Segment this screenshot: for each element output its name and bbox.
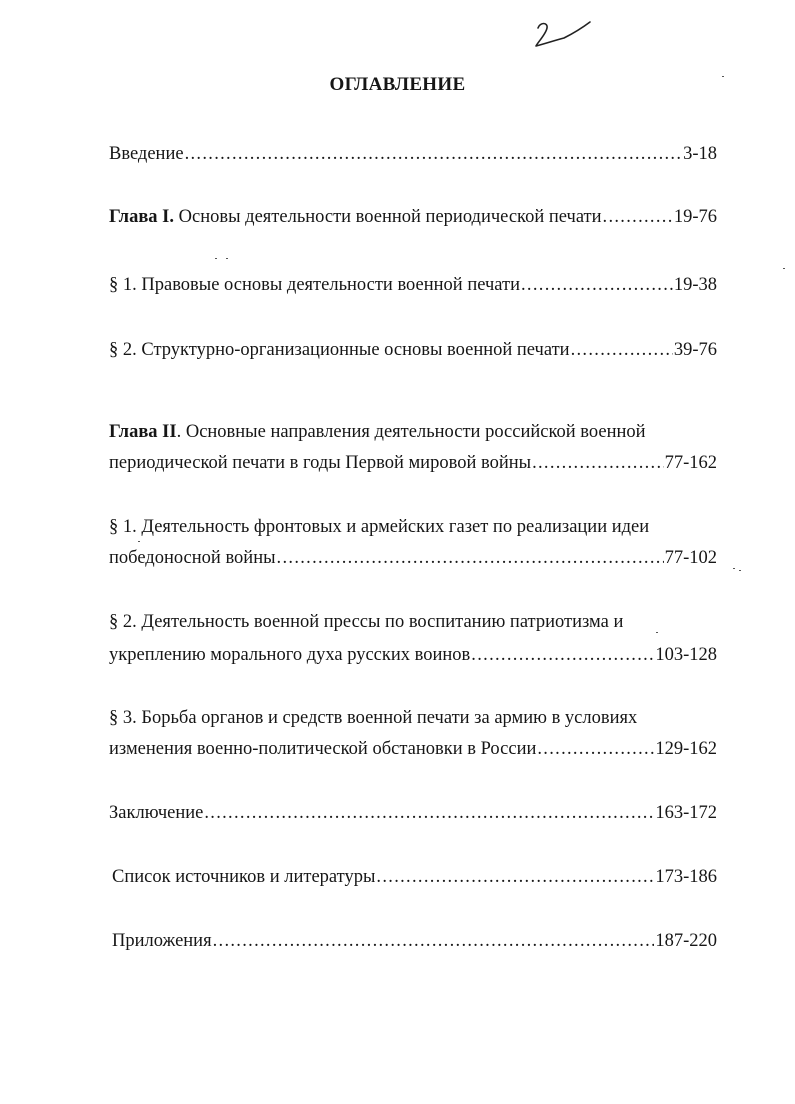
toc-entry-label-line1: § 2. Деятельность военной прессы по воспитанию патриотизма и — [109, 612, 624, 632]
toc-entry-label: § 1. Правовые основы деятельности военной печати — [109, 275, 520, 295]
toc-entry-ch1-section-2 — [109, 339, 717, 361]
toc-entry-pages: 77-162 — [664, 453, 717, 473]
toc-entry-ch2-section-1 — [109, 547, 717, 569]
scan-speck — [739, 570, 741, 571]
toc-entry-introduction — [109, 143, 717, 165]
toc-entry-label-line1: § 1. Деятельность фронтовых и армейских газет по реализации идеи — [109, 517, 650, 537]
toc-entry-chapter-2-line1 — [109, 421, 717, 443]
toc-entry-ch2-section-3 — [109, 738, 717, 760]
toc-entry-conclusion — [109, 802, 717, 824]
dot-leader — [277, 547, 664, 569]
scan-speck — [656, 632, 658, 633]
toc-entry-pages: 77-102 — [664, 548, 717, 568]
toc-entry-label: § 2. Структурно-организационные основы военной печати — [109, 340, 570, 360]
toc-entry-label: Введение — [109, 144, 184, 164]
toc-entry-label: Приложения — [112, 931, 212, 951]
toc-entry-pages: 103-128 — [655, 645, 717, 665]
toc-entry-label: Заключение — [109, 803, 204, 823]
toc-entry-label-line1: § 3. Борьба органов и средств военной печати за армию в условиях — [109, 708, 638, 728]
toc-entry-ch2-section-2 — [109, 644, 717, 666]
scan-speck — [733, 568, 735, 569]
toc-entry-chapter-1 — [109, 206, 717, 228]
toc-entry-ch2-section-1-line1 — [109, 516, 717, 538]
dot-leader — [603, 206, 673, 228]
toc-entry-label: Основы деятельности военной периодической печати — [174, 207, 602, 227]
dot-leader — [213, 930, 655, 952]
toc-entry-pages: 19-76 — [673, 207, 717, 227]
dot-leader — [471, 644, 654, 666]
scan-speck — [722, 76, 724, 77]
chapter-prefix: Глава I. — [109, 207, 175, 227]
toc-entry-label: победоносной войны — [109, 548, 276, 568]
dot-leader — [571, 339, 673, 361]
toc-entry-label-line1: . Основные направления деятельности российской военной — [176, 422, 646, 442]
toc-entry-label-wrap — [109, 206, 602, 228]
handwritten-page-mark — [528, 14, 598, 52]
toc-entry-bibliography — [112, 866, 717, 888]
toc-entry-ch2-section-2-line1 — [109, 611, 717, 633]
dot-leader — [204, 802, 654, 824]
page-title: ОГЛАВЛЕНИЕ — [329, 74, 466, 95]
chapter-prefix: Глава II — [109, 422, 177, 442]
scan-speck — [226, 258, 228, 259]
dot-leader — [376, 866, 654, 888]
toc-entry-appendices — [112, 930, 717, 952]
dot-leader — [521, 274, 673, 296]
scan-speck — [783, 268, 785, 269]
toc-entry-pages: 19-38 — [673, 275, 717, 295]
toc-entry-label: изменения военно-политической обстановки в России — [109, 739, 537, 759]
toc-entry-pages: 129-162 — [655, 739, 717, 759]
toc-entry-label: укреплению морального духа русских воинов — [109, 645, 471, 665]
toc-entry-pages: 187-220 — [655, 931, 717, 951]
dot-leader — [532, 452, 664, 474]
toc-entry-pages: 39-76 — [673, 340, 717, 360]
dot-leader — [537, 738, 654, 760]
toc-entry-chapter-2 — [109, 452, 717, 474]
toc-entry-pages: 163-172 — [655, 803, 717, 823]
toc-entry-pages: 173-186 — [655, 867, 717, 887]
scan-speck — [138, 541, 140, 542]
toc-entry-ch2-section-3-line1 — [109, 707, 717, 729]
toc-entry-pages: 3-18 — [683, 144, 717, 164]
toc-entry-label: Список источников и литературы — [112, 867, 376, 887]
scan-speck — [215, 258, 217, 259]
dot-leader — [185, 143, 683, 165]
toc-entry-ch1-section-1 — [109, 274, 717, 296]
toc-entry-label: периодической печати в годы Первой мировой войны — [109, 453, 532, 473]
